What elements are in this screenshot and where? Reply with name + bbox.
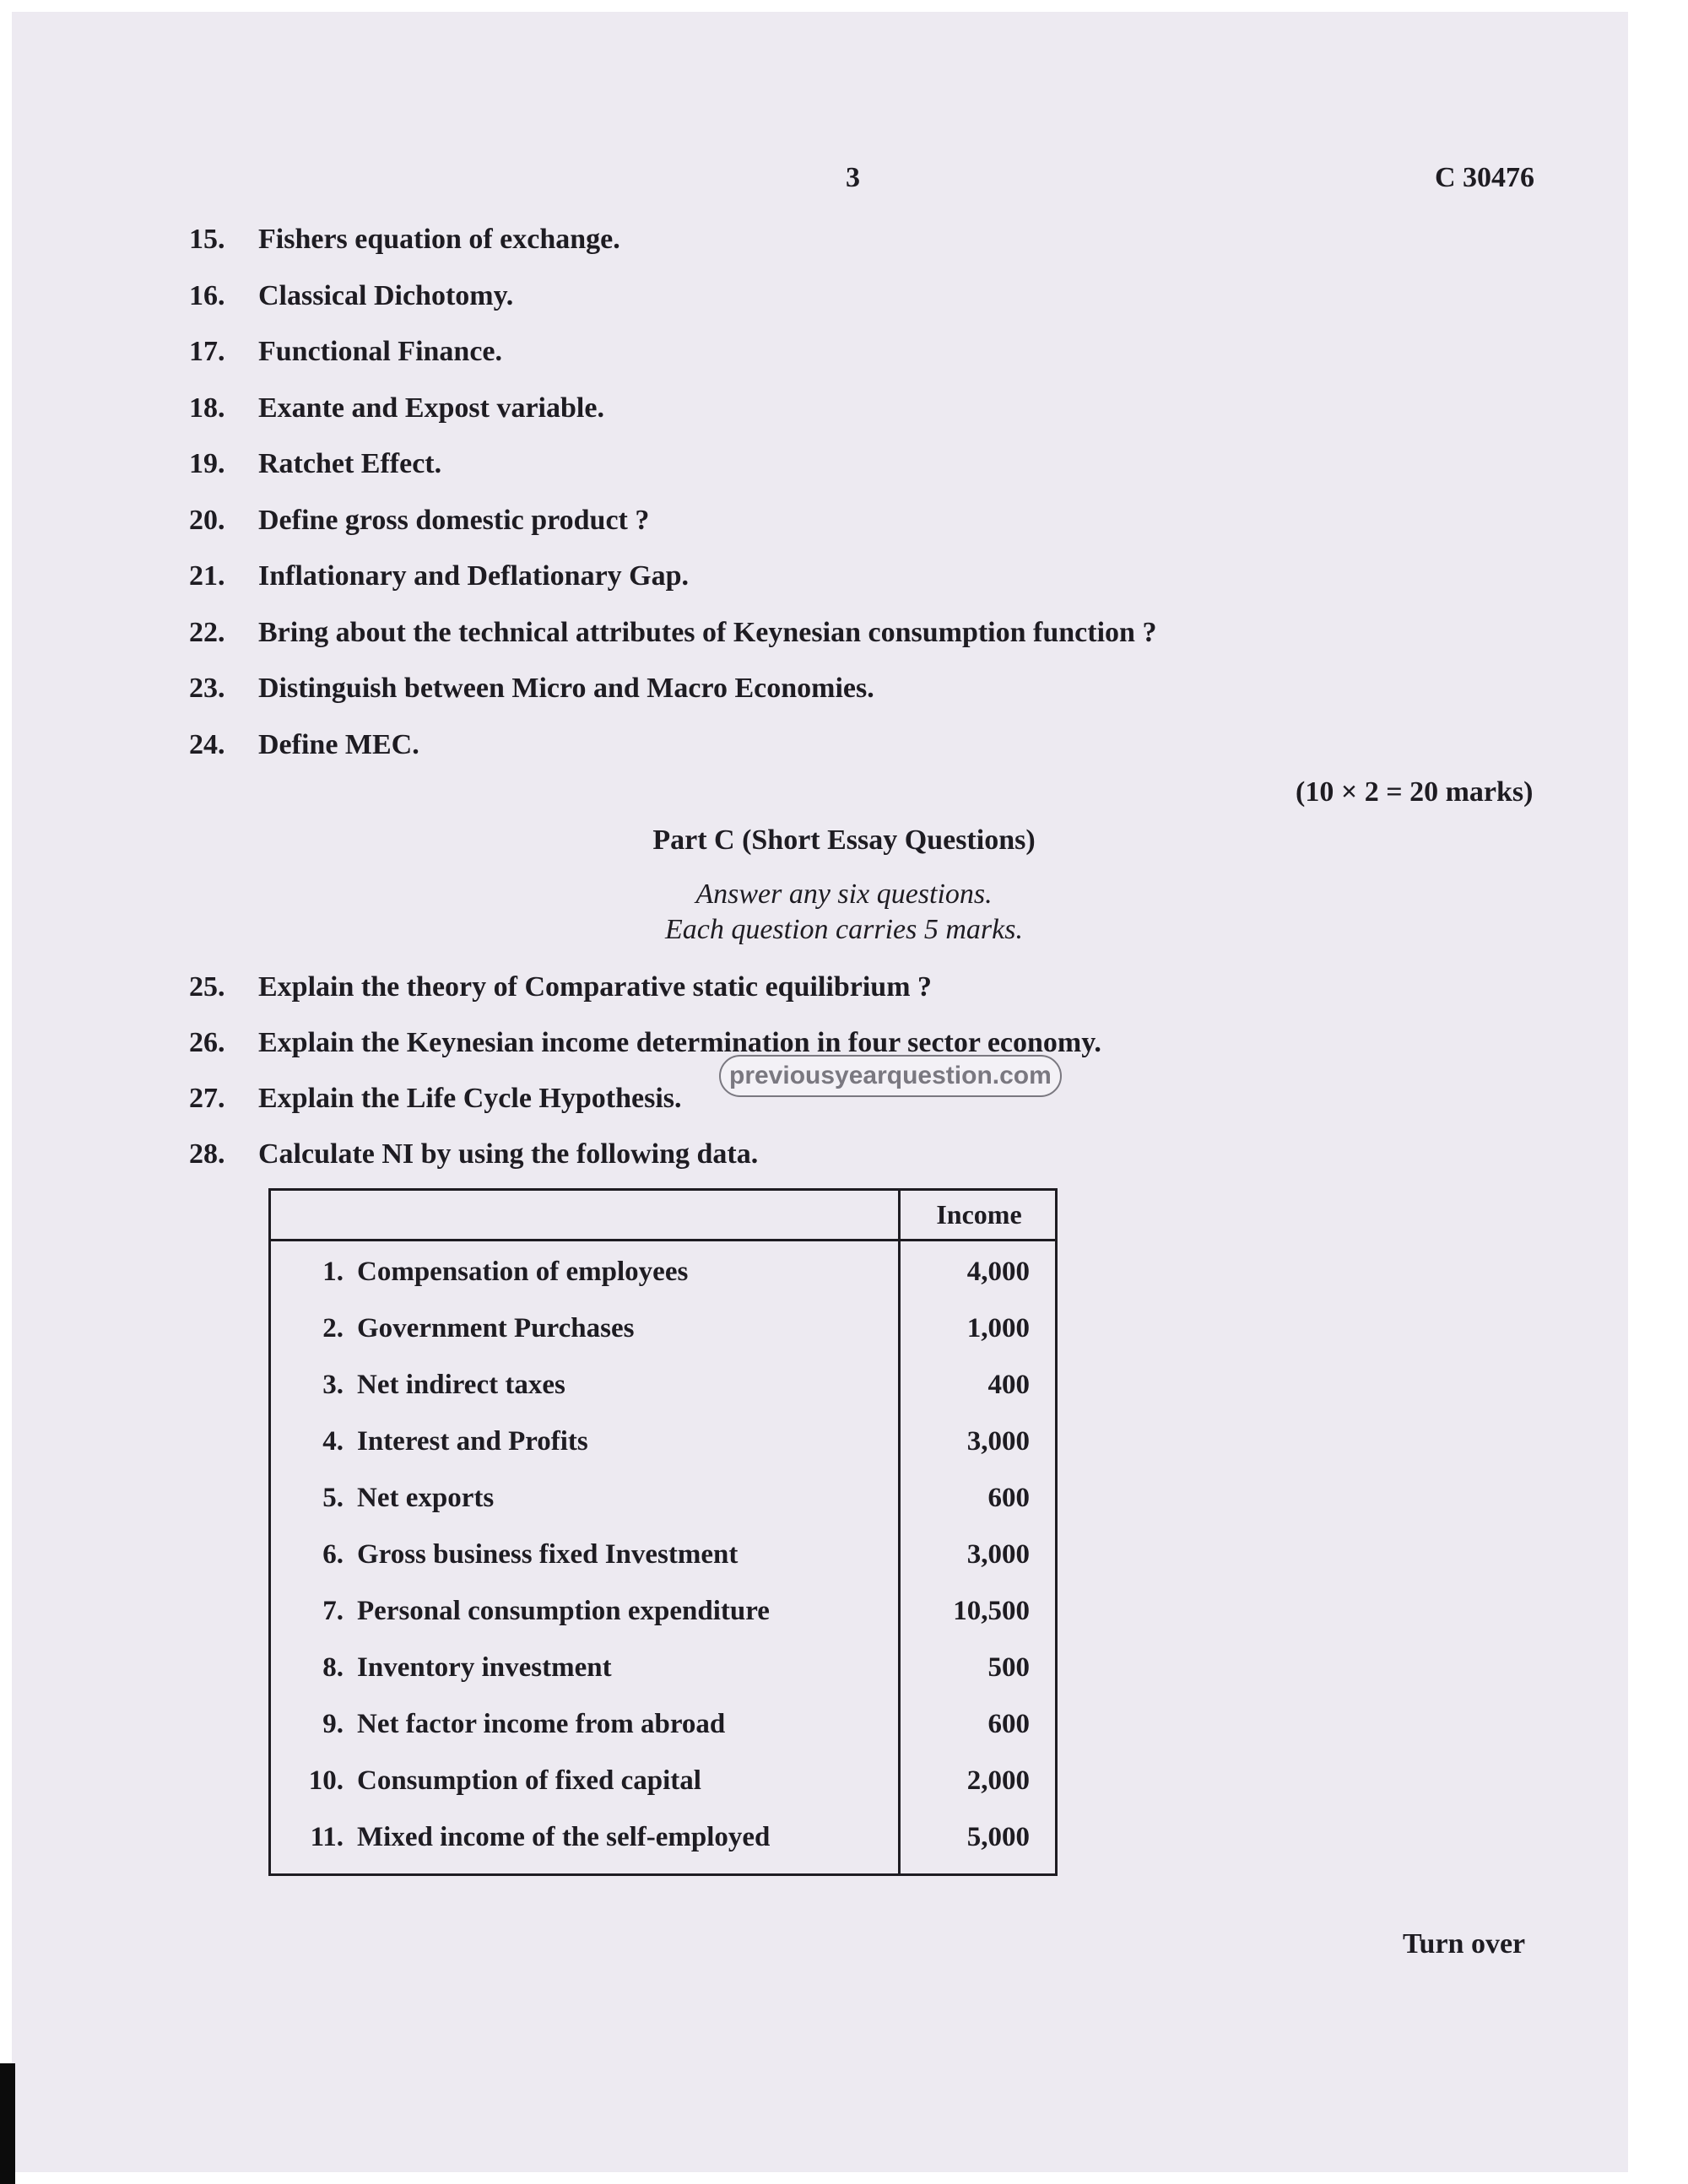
question-item — [189, 971, 932, 1003]
question-text: Bring about the technical attributes of Keynesian consumption function ? — [258, 616, 1157, 648]
question-number: 23. — [189, 673, 225, 704]
part-c-instruction-1: Answer any six questions. — [695, 878, 993, 910]
row-label: Gross business fixed Investment — [357, 1539, 738, 1570]
table-row — [271, 1587, 1055, 1644]
question-text: Define gross domestic product ? — [258, 504, 650, 536]
question-number: 25. — [189, 971, 225, 1003]
question-number: 26. — [189, 1027, 225, 1058]
part-c-title: Part C (Short Essay Questions) — [652, 824, 1036, 856]
row-number: 9. — [322, 1709, 344, 1739]
row-number: 8. — [322, 1652, 344, 1683]
row-number: 4. — [322, 1426, 344, 1457]
row-label: Interest and Profits — [357, 1426, 588, 1457]
row-number: 11. — [310, 1822, 344, 1852]
question-item — [189, 729, 419, 761]
turn-over: Turn over — [1403, 1928, 1526, 1960]
row-value: 500 — [987, 1652, 1030, 1683]
question-number: 17. — [189, 336, 225, 367]
question-number: 24. — [189, 728, 225, 760]
table-header-divider — [271, 1239, 1055, 1241]
question-number: 27. — [189, 1083, 225, 1114]
question-text: Define MEC. — [258, 728, 419, 760]
table-row — [271, 1700, 1055, 1757]
table-row — [271, 1248, 1055, 1305]
question-item — [189, 448, 441, 480]
question-text: Explain the Keynesian income determination in four sector economy. — [258, 1027, 1101, 1058]
table-row — [271, 1474, 1055, 1531]
row-label: Net factor income from abroad — [357, 1709, 726, 1739]
question-number: 21. — [189, 560, 225, 592]
watermark: previousyearquestion.com — [719, 1055, 1062, 1097]
question-text: Fishers equation of exchange. — [258, 224, 620, 255]
question-text: Inflationary and Deflationary Gap. — [258, 560, 690, 592]
row-value: 10,500 — [953, 1596, 1030, 1626]
row-number: 3. — [322, 1370, 344, 1400]
question-number: 19. — [189, 448, 225, 479]
table-row — [271, 1531, 1055, 1587]
question-text: Distinguish between Micro and Macro Economies. — [258, 673, 874, 704]
row-number: 2. — [322, 1313, 344, 1343]
question-item — [189, 392, 604, 424]
row-number: 7. — [322, 1596, 344, 1626]
row-number: 5. — [322, 1483, 344, 1513]
row-value: 4,000 — [966, 1257, 1030, 1287]
row-label: Consumption of fixed capital — [357, 1765, 701, 1796]
question-text: Functional Finance. — [258, 336, 503, 367]
question-item — [189, 560, 689, 592]
page-number: 3 — [846, 162, 860, 193]
income-data-table — [268, 1188, 1058, 1876]
question-number: 15. — [189, 224, 225, 255]
question-item — [189, 336, 502, 368]
row-value: 400 — [987, 1370, 1030, 1400]
row-label: Net indirect taxes — [357, 1370, 565, 1400]
row-label: Personal consumption expenditure — [357, 1596, 770, 1626]
paper-code: C 30476 — [1435, 162, 1535, 193]
question-text: Explain the theory of Comparative static equilibrium ? — [258, 971, 933, 1003]
row-value: 2,000 — [966, 1765, 1030, 1796]
question-item — [189, 505, 649, 537]
question-text: Exante and Expost variable. — [258, 392, 604, 424]
table-row — [271, 1644, 1055, 1700]
table-row — [271, 1305, 1055, 1361]
question-text: Ratchet Effect. — [258, 448, 442, 479]
row-label: Net exports — [357, 1483, 495, 1513]
question-item — [189, 617, 1156, 649]
row-label: Compensation of employees — [357, 1257, 689, 1287]
question-number: 28. — [189, 1138, 225, 1170]
row-value: 600 — [987, 1709, 1030, 1739]
question-number: 20. — [189, 504, 225, 536]
question-number: 18. — [189, 392, 225, 424]
part-c-instruction-2: Each question carries 5 marks. — [664, 914, 1023, 945]
question-item — [189, 673, 874, 705]
row-number: 10. — [308, 1765, 344, 1796]
scan-edge — [0, 2063, 15, 2184]
question-text: Explain the Life Cycle Hypothesis. — [258, 1083, 682, 1114]
question-number: 22. — [189, 616, 225, 648]
row-number: 6. — [322, 1539, 344, 1570]
question-text: Calculate NI by using the following data. — [258, 1138, 759, 1170]
row-label: Government Purchases — [357, 1313, 635, 1343]
part-b-marks: (10 × 2 = 20 marks) — [1296, 776, 1534, 808]
row-label: Mixed income of the self-employed — [357, 1822, 771, 1852]
question-item — [189, 280, 513, 312]
question-text: Classical Dichotomy. — [258, 279, 514, 311]
table-column-header: Income — [936, 1199, 1022, 1230]
table-row — [271, 1418, 1055, 1474]
bleed-through — [557, 196, 564, 224]
row-value: 3,000 — [966, 1539, 1030, 1570]
row-value: 5,000 — [966, 1822, 1030, 1852]
question-item — [189, 1138, 758, 1170]
row-value: 600 — [987, 1483, 1030, 1513]
row-number: 1. — [322, 1257, 344, 1287]
table-row — [271, 1814, 1055, 1870]
row-value: 3,000 — [966, 1426, 1030, 1457]
question-number: 16. — [189, 279, 225, 311]
table-row — [271, 1361, 1055, 1418]
question-item — [189, 224, 620, 256]
table-row — [271, 1757, 1055, 1814]
row-value: 1,000 — [966, 1313, 1030, 1343]
row-label: Inventory investment — [357, 1652, 612, 1683]
question-item — [189, 1083, 682, 1115]
